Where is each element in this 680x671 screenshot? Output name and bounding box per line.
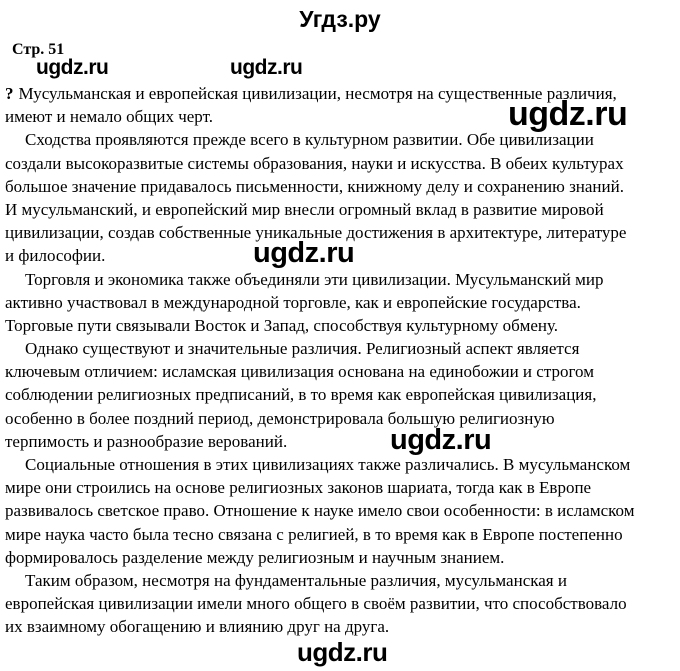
text-line: ключевым отличием: исламская цивилизация основана на единобожии и строгом [5,362,594,382]
question-line: имеют и немало общих черт. [5,107,213,127]
text-line: активно участвовал в международной торговле, как и европейские государства. [5,292,581,312]
text-line: особенно в более поздний период, демонстрировала большую религиозную [5,408,555,428]
watermark-lower-right: ugdz.ru [390,424,492,456]
text-line: Однако существуют и значительные различия. Религиозный аспект является [25,339,580,359]
text-line: терпимость и разнообразие верований. [5,431,288,451]
question-marker: ? [5,84,14,103]
text-line: большое значение придавалось письменности, книжному делу и сохранению знаний. [5,176,624,196]
text-line: И мусульманский, и европейский мир внесли огромный вклад в развитие мировой [5,199,604,219]
text-line: их взаимному обогащению и влиянию друг на друга. [5,617,390,637]
site-header-title: Угдз.ру [299,6,381,32]
watermark-upper-right: ugdz.ru [508,95,628,133]
text-line: Торговля и экономика также объединяли эти цивилизации. Мусульманский мир [25,269,604,289]
page-number-label: Стр. 51 [12,41,65,58]
text-line: Торговые пути связывали Восток и Запад, способствуя культурному обмену. [5,315,559,335]
text-line: развивалось светское право. Отношение к науке имело свои особенности: в исламском [5,501,635,521]
watermark-top-left: ugdz.ru [36,56,109,79]
watermark-bottom-center: ugdz.ru [297,637,388,667]
text-line: формировалось разделение между религиозным и научным знанием. [5,547,505,567]
text-line: и философии. [5,246,106,266]
text-line: создали высокоразвитые системы образования, науки и искусства. В обеих культурах [5,153,624,173]
text-line: мире наука часто была тесно связана с религией, в то время как в Европе постепенно [5,524,623,544]
text-line: цивилизации, создав собственные уникальные достижения в архитектуре, литературе [5,223,627,243]
watermark-middle-center: ugdz.ru [253,237,355,269]
text-line: соблюдении религиозных предписаний, в то время как европейская цивилизация, [5,385,597,405]
text-line: Таким образом, несмотря на фундаментальные различия, мусульманская и [25,570,567,590]
text-line: Социальные отношения в этих цивилизациях также различались. В мусульманском [25,455,631,474]
text-line: мире они строились на основе религиозных законов шариата, тогда как в Европе [5,478,592,498]
question-line: Мусульманская и европейская цивилизации, несмотря на существенные различия, [18,84,617,103]
answer-text-block [5,82,674,639]
text-line: Сходства проявляются прежде всего в культурном развитии. Обе цивилизации [25,130,594,150]
watermark-top-center: ugdz.ru [230,56,303,79]
text-line: европейская цивилизации имели много общего в своём развитии, что способствовало [5,594,627,614]
